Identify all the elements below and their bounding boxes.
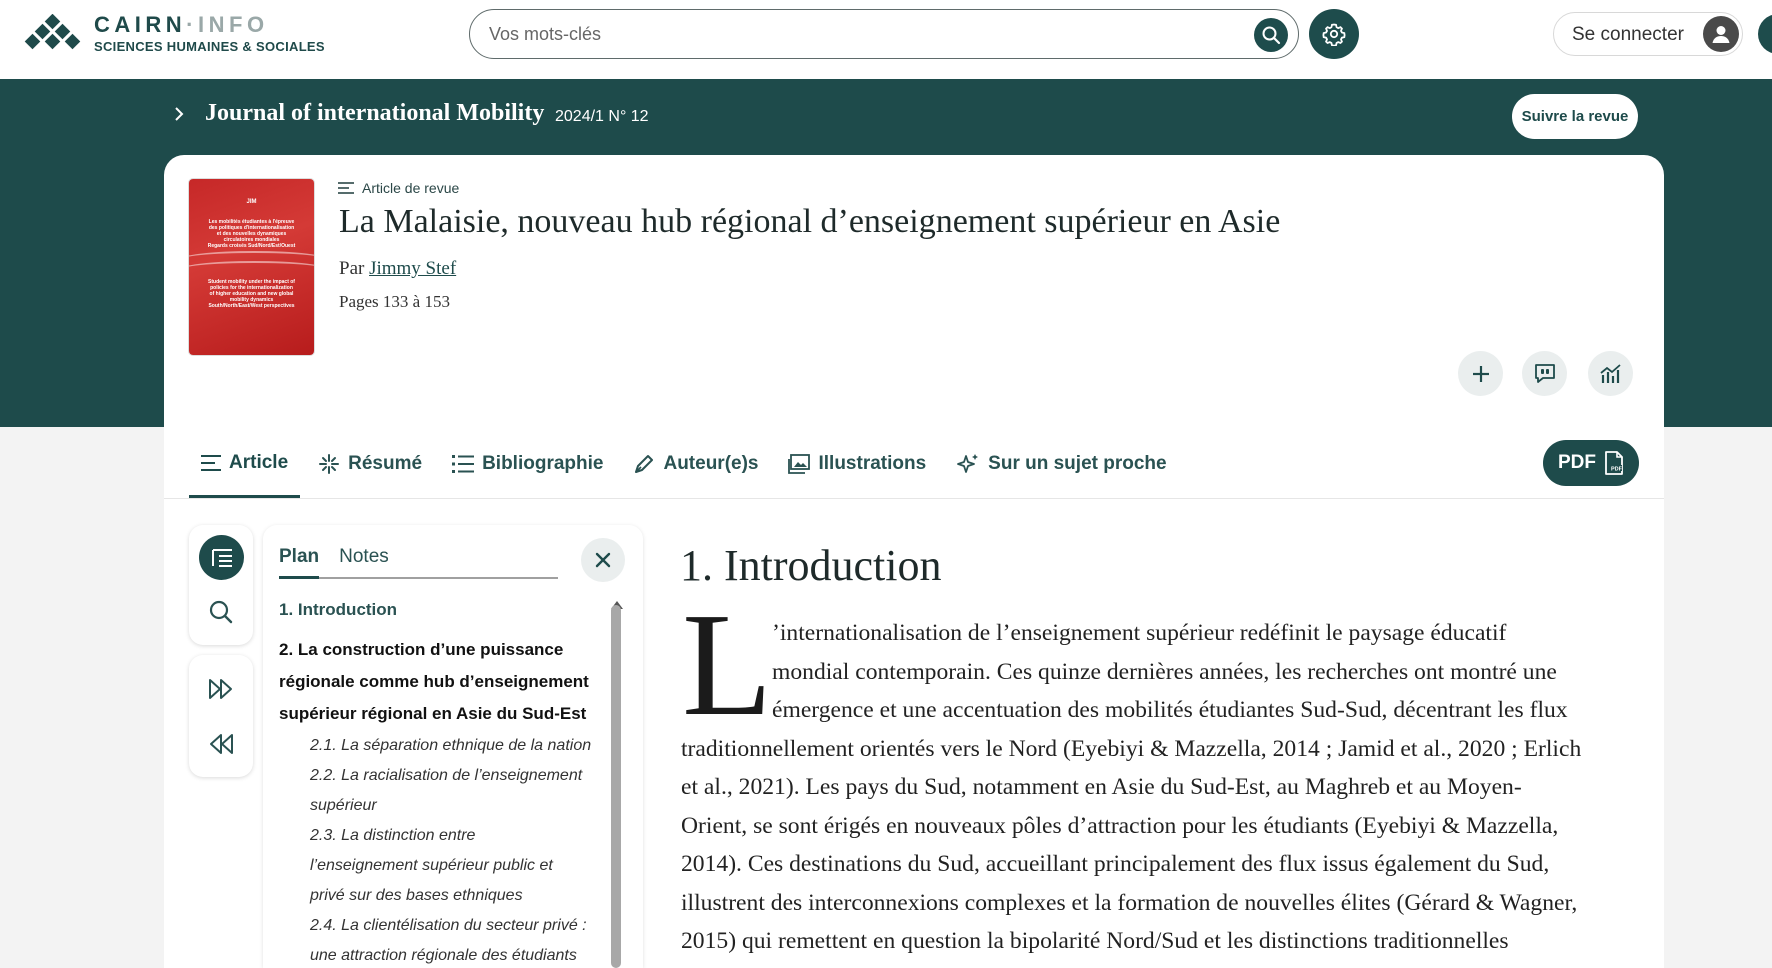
- cite-button[interactable]: [1522, 351, 1567, 396]
- toc-icon: [210, 547, 234, 569]
- search-settings-button[interactable]: [1309, 9, 1359, 59]
- in-article-search-button[interactable]: [203, 594, 239, 630]
- plan-item[interactable]: 2. La construction d’une puissance: [279, 640, 564, 659]
- avatar-icon: [1703, 16, 1739, 52]
- tabs-divider: [164, 498, 1664, 499]
- body-line: 2015) qui remettent en question la bipolarité Nord/Sud et les distinctions traditionnelles: [681, 928, 1509, 954]
- cover-line: mobility dynamics: [229, 297, 274, 303]
- tab-label: Illustrations: [818, 453, 927, 474]
- search-button[interactable]: [1254, 18, 1288, 52]
- chart-icon: [1599, 363, 1623, 385]
- plan-subitem[interactable]: privé sur des bases ethniques: [310, 887, 523, 904]
- follow-journal-button[interactable]: Suivre la revue: [1512, 94, 1638, 139]
- plan-subitem[interactable]: supérieur: [310, 797, 377, 814]
- add-button[interactable]: [1458, 351, 1503, 396]
- login-label: Se connecter: [1572, 24, 1684, 45]
- tab-label: Auteur(e)s: [663, 453, 759, 474]
- svg-text:PDF: PDF: [1611, 466, 1622, 473]
- chevron-right-icon[interactable]: [172, 106, 186, 122]
- body-line: émergence et une accentuation des mobilités étudiantes Sud-Sud, décentrant les flux: [772, 697, 1568, 723]
- article-title: La Malaisie, nouveau hub régional d’enseignement supérieur en Asie: [339, 203, 1281, 240]
- plan-subitem[interactable]: 2.4. La clientélisation du secteur privé :: [310, 917, 587, 934]
- journal-title[interactable]: Journal of international Mobility: [205, 100, 545, 126]
- tab-label: Bibliographie: [482, 453, 604, 474]
- plan-subitem[interactable]: l’enseignement supérieur public et: [310, 857, 553, 874]
- tab-bibliographie[interactable]: [440, 430, 615, 498]
- logo-main: CAIRN: [94, 12, 187, 37]
- article-byline: [339, 258, 456, 280]
- cover-line: policies for the internationalization: [210, 285, 293, 291]
- menu-button[interactable]: [1758, 14, 1772, 54]
- login-button[interactable]: [1553, 12, 1743, 56]
- article-tabs: [189, 430, 1185, 498]
- tab-label: Article: [229, 451, 289, 473]
- plan-item[interactable]: régionale comme hub d’enseignement: [279, 672, 589, 691]
- body-line: et al., 2021). Les pays du Sud, notamment en Asie du Sud-Est, au Maghreb et au Moyen-: [681, 774, 1522, 800]
- cover-line: et des nouvelles dynamiques: [216, 231, 287, 237]
- author-link[interactable]: Jimmy Stef: [369, 258, 457, 279]
- plan-subitem[interactable]: 2.3. La distinction entre: [310, 827, 476, 844]
- plan-tabs: [279, 545, 558, 579]
- search-icon: [203, 594, 239, 630]
- body-line: 2014). Ces destinations du Sud, accueillant principalement des flux issus également du Sud,: [681, 851, 1550, 877]
- tab-plan[interactable]: Plan: [279, 545, 319, 579]
- search-bar: [469, 9, 1299, 59]
- cover-line: of higher education and new global: [209, 291, 294, 297]
- cairn-diamonds-icon: [23, 14, 85, 54]
- image-icon: [788, 454, 810, 474]
- lines-icon: [338, 181, 354, 195]
- logo-subtitle: SCIENCES HUMAINES & SOCIALES: [94, 39, 325, 54]
- body-line: mondial contemporain. Ces quinze dernières années, les recherches ont montré une: [772, 658, 1557, 685]
- cover-line: circulatoires mondiales: [223, 237, 280, 243]
- cover-line: Regards croisés Sud/Nord/Est/Ouest: [207, 243, 296, 249]
- tab-label: Sur un sujet proche: [988, 453, 1167, 474]
- plus-icon: [1471, 364, 1491, 384]
- lines-icon: [201, 454, 221, 472]
- search-icon: [1261, 25, 1281, 45]
- close-icon: [595, 552, 611, 568]
- tab-resume[interactable]: [306, 430, 434, 498]
- tab-article[interactable]: [189, 430, 300, 498]
- plan-subitem[interactable]: une attraction régionale des étudiants: [310, 947, 577, 964]
- cairn-logo[interactable]: [23, 14, 325, 54]
- body-line: ’internationalisation de l’enseignement supérieur redéfinit le paysage éducatif: [772, 620, 1507, 646]
- plan-subitem[interactable]: 2.2. La racialisation de l’enseignement: [310, 767, 583, 784]
- pen-icon: [633, 453, 655, 475]
- previous-section-button[interactable]: [206, 731, 236, 757]
- plan-subitem[interactable]: 2.1. La séparation ethnique de la nation: [310, 737, 592, 754]
- pdf-download-button[interactable]: [1543, 440, 1639, 486]
- top-bar: [0, 0, 1772, 79]
- plan-panel: [263, 525, 643, 968]
- body-line: illustrent des interconnexions complexes et la formation de nouvelles élites (Gérard & Wagner,: [681, 889, 1578, 916]
- article-type: Article de revue: [362, 180, 460, 196]
- pdf-label: PDF: [1558, 452, 1596, 473]
- journal-issue: 2024/1 N° 12: [555, 108, 649, 125]
- cover-line: South/North/East/West perspectives: [208, 303, 295, 309]
- cover-abbr: JIM: [246, 199, 257, 205]
- list-icon: [452, 454, 474, 474]
- article-body: [681, 614, 1641, 961]
- stats-button[interactable]: [1588, 351, 1633, 396]
- byline-prefix: Par: [339, 258, 365, 279]
- logo-info: INFO: [198, 12, 269, 37]
- drop-cap: L: [682, 583, 773, 747]
- plan-scrollbar[interactable]: [611, 605, 621, 968]
- journal-cover-image[interactable]: [189, 179, 314, 355]
- stars-icon: [956, 453, 980, 475]
- fast-forward-icon: [206, 676, 236, 702]
- body-line: Orient, se sont érigés en nouveaux pôles d’attraction pour les étudiants (Eyebiyi & Mazzella,: [681, 812, 1559, 839]
- next-section-button[interactable]: [206, 676, 236, 702]
- tab-label: Résumé: [348, 453, 423, 474]
- search-input[interactable]: [489, 22, 1189, 46]
- plan-item[interactable]: 1. Introduction: [279, 600, 398, 619]
- logo-dot: ·: [186, 12, 198, 37]
- rewind-icon: [206, 731, 236, 757]
- table-of-contents-button[interactable]: [199, 535, 244, 580]
- cover-line: des politiques d'internationalisation: [208, 225, 295, 231]
- tab-sujet-proche[interactable]: [944, 430, 1178, 498]
- sparkle-icon: [318, 453, 340, 475]
- plan-list: [279, 595, 619, 968]
- navigation-tools: [189, 655, 253, 777]
- body-line: traditionnellement orientés vers le Nord (Eyebiyi & Mazzella, 2014 ; Jamid et al., 2020 ; Erlich: [681, 735, 1582, 762]
- plan-item[interactable]: supérieur régional en Asie du Sud-Est: [279, 704, 587, 723]
- tab-auteurs[interactable]: [621, 430, 770, 498]
- cover-line: Les mobilités étudiantes à l'épreuve: [208, 219, 295, 225]
- article-type-row: [338, 180, 459, 196]
- close-plan-button[interactable]: [581, 538, 625, 582]
- pdf-file-icon: [1604, 451, 1624, 475]
- quote-bubble-icon: [1533, 363, 1557, 385]
- gear-icon: [1322, 22, 1346, 46]
- cover-line: Student mobility under the impact of: [208, 279, 295, 285]
- section-heading: 1. Introduction: [680, 541, 942, 590]
- article-pages: Pages 133 à 153: [339, 292, 450, 311]
- tab-notes[interactable]: Notes: [339, 546, 389, 567]
- tab-illustrations[interactable]: [776, 430, 938, 498]
